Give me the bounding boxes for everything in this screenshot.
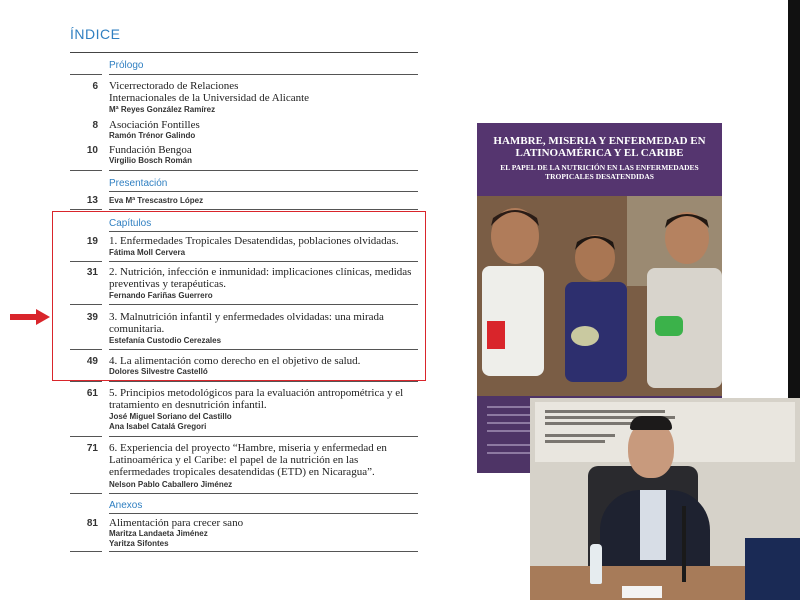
screen-text-line — [545, 440, 605, 443]
entry-author: Dolores Silvestre Castelló — [109, 367, 208, 376]
water-bottle-icon — [590, 544, 602, 584]
divider — [70, 381, 102, 382]
divider — [109, 74, 418, 75]
divider — [70, 261, 102, 262]
divider — [109, 513, 418, 514]
screen-text-line — [545, 434, 615, 437]
divider — [70, 493, 102, 494]
entry-author: Eva Mª Trescastro López — [109, 196, 204, 205]
entry-title: 4. La alimentación como derecho en el objetivo de salud. — [109, 355, 361, 367]
entry-author: Virgilio Bosch Román — [109, 156, 192, 165]
entry-author: Estefanía Custodio Cerezales — [109, 336, 222, 345]
divider — [109, 191, 418, 192]
divider — [70, 551, 102, 552]
entry-title: 3. Malnutrición infantil y enfermedades olvidadas: una mirada comunitaria. — [109, 311, 384, 335]
page-number: 39 — [86, 312, 98, 323]
entry-title: Asociación Fontilles — [109, 119, 200, 131]
speaker-shirt — [640, 490, 666, 560]
toc-title: ÍNDICE — [70, 26, 121, 42]
divider — [70, 209, 102, 210]
page-number: 6 — [92, 81, 98, 92]
section-heading-presentacion: Presentación — [109, 178, 168, 189]
divider — [109, 349, 418, 350]
speaker-hair — [630, 416, 672, 430]
divider — [70, 436, 102, 437]
page-number: 8 — [92, 120, 98, 131]
cover-subtitle: EL PAPEL DE LA NUTRICIÓN EN LAS ENFERMEDADES TROPICALES DESATENDIDAS — [500, 163, 699, 181]
divider — [109, 493, 418, 494]
entry-title: 1. Enfermedades Tropicales Desatendidas, poblaciones olvidadas. — [109, 235, 399, 247]
page-number: 31 — [86, 267, 98, 278]
page-number: 10 — [86, 145, 98, 156]
children-photo-icon — [477, 196, 722, 396]
divider — [109, 436, 418, 437]
divider — [70, 304, 102, 305]
cover-header — [477, 123, 722, 196]
entry-title: Alimentación para crecer sano — [109, 517, 244, 529]
cover-title: HAMBRE, MISERIA Y ENFERMEDAD EN LATINOAMÉRICA Y EL CARIBE — [493, 135, 706, 159]
section-heading-capitulos: Capítulos — [109, 218, 152, 229]
divider — [109, 381, 418, 382]
page-number: 71 — [86, 443, 98, 454]
entry-title: 6. Experiencia del proyecto “Hambre, miseria y enfermedad en Latinoamérica y el Caribe: el papel de la nutrición en las enfermedades tropicales desatendidas (ETD) en Nicaragua”. — [109, 442, 387, 478]
divider — [109, 231, 418, 232]
page-number: 49 — [86, 356, 98, 367]
divider — [109, 551, 418, 552]
entry-title: 5. Principios metodológicos para la evaluación antropométrica y el tratamiento en desnutrición infantil. — [109, 387, 404, 411]
section-heading-prologo: Prólogo — [109, 60, 144, 71]
speaker-video-inset — [530, 398, 800, 600]
entry-title: Vicerrectorado de Relaciones Internacionales de la Universidad de Alicante — [109, 80, 310, 104]
entry-title: Fundación Bengoa — [109, 144, 192, 156]
monitor — [745, 538, 800, 600]
page-number: 13 — [86, 195, 98, 206]
entry-author: Mª Reyes González Ramírez — [109, 105, 216, 114]
entry-author: Fátima Moll Cervera — [109, 248, 186, 257]
entry-author: Maritza Landaeta Jiménez Yaritza Sifontes — [109, 529, 208, 548]
divider — [109, 304, 418, 305]
divider — [109, 170, 418, 171]
page-number: 61 — [86, 388, 98, 399]
entry-author: José Miguel Soriano del Castillo Ana Isabel Catalá Gregori — [109, 412, 232, 431]
page-number: 19 — [86, 236, 98, 247]
red-arrow-icon — [10, 309, 50, 325]
entry-author: Nelson Pablo Caballero Jiménez — [109, 480, 233, 489]
section-heading-anexos: Anexos — [109, 500, 143, 511]
entry-author: Fernando Fariñas Guerrero — [109, 291, 213, 300]
screen-text-line — [545, 410, 665, 413]
page-number: 81 — [86, 518, 98, 529]
divider — [70, 349, 102, 350]
entry-author: Ramón Trénor Galindo — [109, 131, 196, 140]
microphone-icon — [682, 506, 686, 582]
divider — [109, 261, 418, 262]
divider — [70, 74, 102, 75]
toc-title-rule — [70, 52, 418, 53]
nameplate — [622, 586, 662, 598]
divider — [109, 209, 418, 210]
entry-title: 2. Nutrición, infección e inmunidad: implicaciones clínicas, medidas preventivas y terapéuticas. — [109, 266, 412, 290]
divider — [70, 170, 102, 171]
